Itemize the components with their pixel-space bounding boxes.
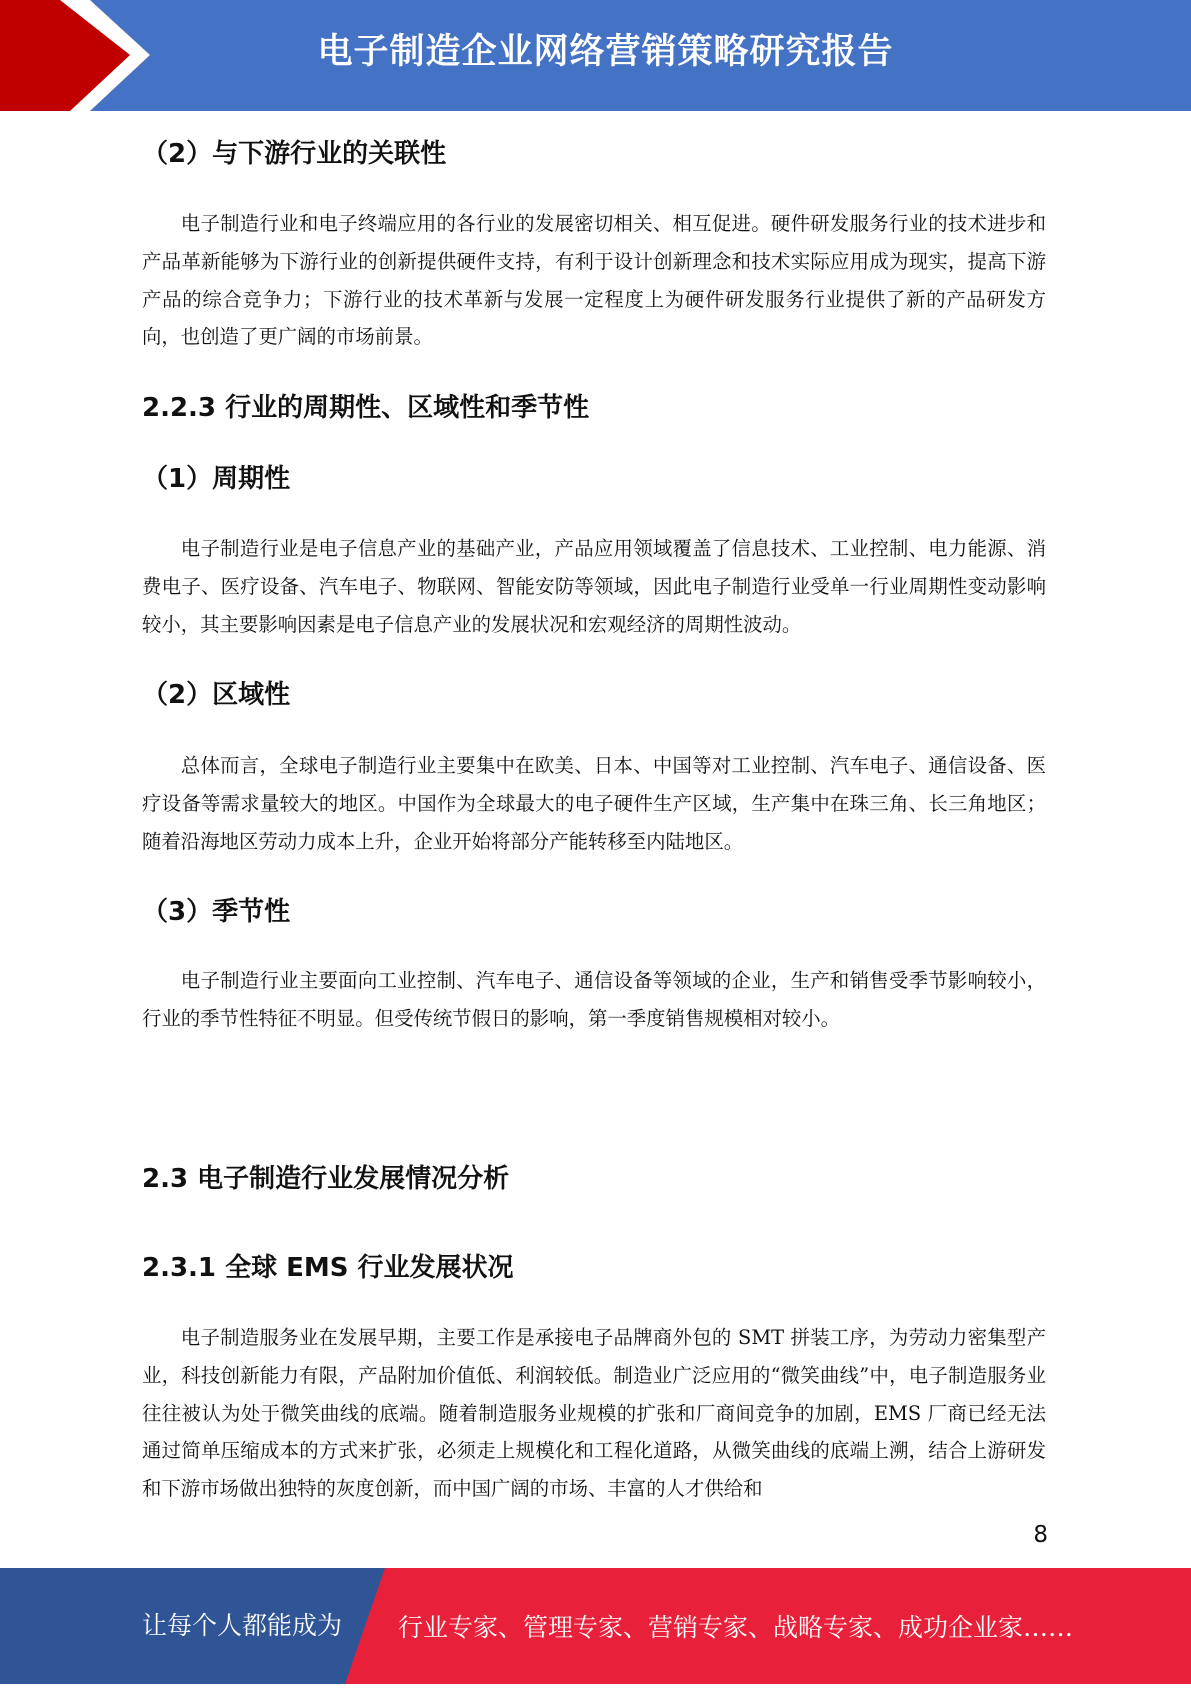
paragraph-cyclicality: 电子制造行业是电子信息产业的基础产业，产品应用领域覆盖了信息技术、工业控制、电力能源、消费电子、医疗设备、汽车电子、物联网、智能安防等领域，因此电子制造行业受单一行业周期性变动影响较小，其主要影响因素是电子信息产业的发展状况和宏观经济的周期性波动。 — [142, 537, 1046, 636]
heading-2-3-1: 2.3.1 全球 EMS 行业发展状况 — [142, 1253, 514, 1283]
footer-slogan-right: 行业专家、管理专家、营销专家、战略专家、成功企业家…… — [398, 1613, 1074, 1642]
subheading-cyclicality: （1）周期性 — [142, 464, 291, 494]
heading-2-2-3: 2.2.3 行业的周期性、区域性和季节性 — [142, 393, 590, 423]
subheading-seasonality: （3）季节性 — [142, 897, 291, 927]
report-title: 电子制造企业网络营销策略研究报告 — [317, 32, 894, 72]
paragraph-downstream: 电子制造行业和电子终端应用的各行业的发展密切相关、相互促进。硬件研发服务行业的技术进步和产品革新能够为下游行业的创新提供硬件支持，有利于设计创新理念和技术实际应用成为现实，提高下游产品的综合竞争力；下游行业的技术革新与发展一定程度上为硬件研发服务行业提供了新的产品研发方向，也创造了更广阔的市场前景。 — [142, 212, 1046, 349]
footer-slogan-left: 让每个人都能成为 — [142, 1611, 343, 1640]
page-header — [0, 0, 1191, 111]
heading-2-3: 2.3 电子制造行业发展情况分析 — [142, 1164, 510, 1194]
paragraph-seasonality: 电子制造行业主要面向工业控制、汽车电子、通信设备等领域的企业，生产和销售受季节影响较小，行业的季节性特征不明显。但受传统节假日的影响，第一季度销售规模相对较小。 — [142, 969, 1046, 1030]
page-footer — [0, 1568, 1191, 1684]
paragraph-regionality: 总体而言，全球电子制造行业主要集中在欧美、日本、中国等对工业控制、汽车电子、通信设备、医疗设备等需求量较大的地区。中国作为全球最大的电子硬件生产区域，生产集中在珠三角、长三角地区；随着沿海地区劳动力成本上升，企业开始将部分产能转移至内陆地区。 — [142, 754, 1046, 853]
page-number: 8 — [1033, 1522, 1048, 1548]
paragraph-global-ems: 电子制造服务业在发展早期，主要工作是承接电子品牌商外包的 SMT 拼装工序，为劳动力密集型产业，科技创新能力有限，产品附加价值低、利润较低。制造业广泛应用的“微笑曲线”中，电子制造服务业往往被认为处于微笑曲线的底端。随着制造服务业规模的扩张和厂商间竞争的加剧，EMS 厂商已经无法通过简单压缩成本的方式来扩张，必须走上规模化和工程化道路，从微笑曲线的底端上溯，结合上游研发和下游市场做出独特的灰度创新，而中国广阔的市场、丰富的人才供给和 — [142, 1326, 1046, 1501]
subheading-downstream-relevance: （2）与下游行业的关联性 — [142, 139, 447, 169]
subheading-regionality: （2）区域性 — [142, 680, 291, 710]
